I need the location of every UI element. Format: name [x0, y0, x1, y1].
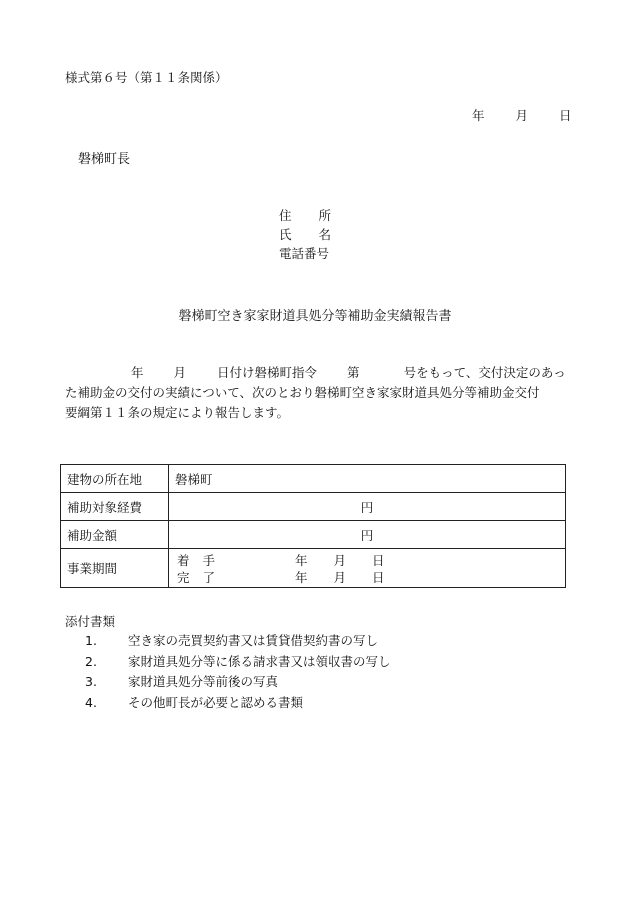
body-line3: 要綱第１１条の規定により報告します。 [65, 405, 290, 420]
applicant-block [279, 206, 331, 263]
body-year: 年 [131, 365, 144, 380]
applicant-name-label: 氏 名 [279, 227, 331, 242]
location-value: 磐梯町 [169, 465, 566, 493]
cost-unit: 円 [169, 493, 566, 521]
applicant-address-label: 住 所 [279, 208, 331, 223]
table-row [61, 521, 566, 549]
attachments-list [85, 631, 391, 713]
date-line [472, 106, 572, 124]
list-item: 3. 家財道具処分等前後の写真 [85, 674, 279, 689]
recipient: 磐梯町長 [78, 152, 131, 167]
list-item: 4. その他町長が必要と認める書類 [85, 694, 304, 710]
body-month: 月 [173, 365, 187, 380]
list-item: 2. 家財道具処分等に係る請求書又は領収書の写し [85, 653, 391, 669]
date-month: 月 [515, 108, 529, 123]
date-day: 日 [559, 108, 572, 123]
period-value [169, 549, 566, 588]
form-number: 様式第６号（第１１条関係） [65, 70, 228, 85]
period-label: 事業期間 [61, 549, 169, 588]
document-title: 磐梯町空き家家財道具処分等補助金実績報告書 [178, 309, 452, 324]
applicant-phone-label: 電話番号 [279, 246, 330, 261]
location-label: 建物の所在地 [61, 465, 169, 493]
report-table [60, 464, 566, 588]
body-line1-rest: 号をもって、交付決定のあっ [403, 365, 566, 380]
period-start: 着 手 年 月 日 [177, 552, 385, 568]
body-dai: 第 [347, 365, 360, 380]
attachments-heading: 添付書類 [65, 614, 116, 629]
amount-unit: 円 [169, 521, 566, 549]
list-item: 1. 空き家の売買契約書又は賃貸借契約書の写し [85, 633, 379, 648]
period-end: 完 了 年 月 日 [177, 569, 385, 585]
amount-label: 補助金額 [61, 521, 169, 549]
table-row [61, 465, 566, 493]
date-year: 年 [472, 108, 485, 123]
cost-label: 補助対象経費 [61, 493, 169, 521]
table-row [61, 549, 566, 588]
table-row [61, 493, 566, 521]
body-dated: 日付け磐梯町指令 [217, 365, 318, 380]
report-body [65, 363, 567, 423]
body-line2: た補助金の交付の実績について、次のとおり磐梯町空き家家財道具処分等補助金交付 [65, 385, 540, 400]
